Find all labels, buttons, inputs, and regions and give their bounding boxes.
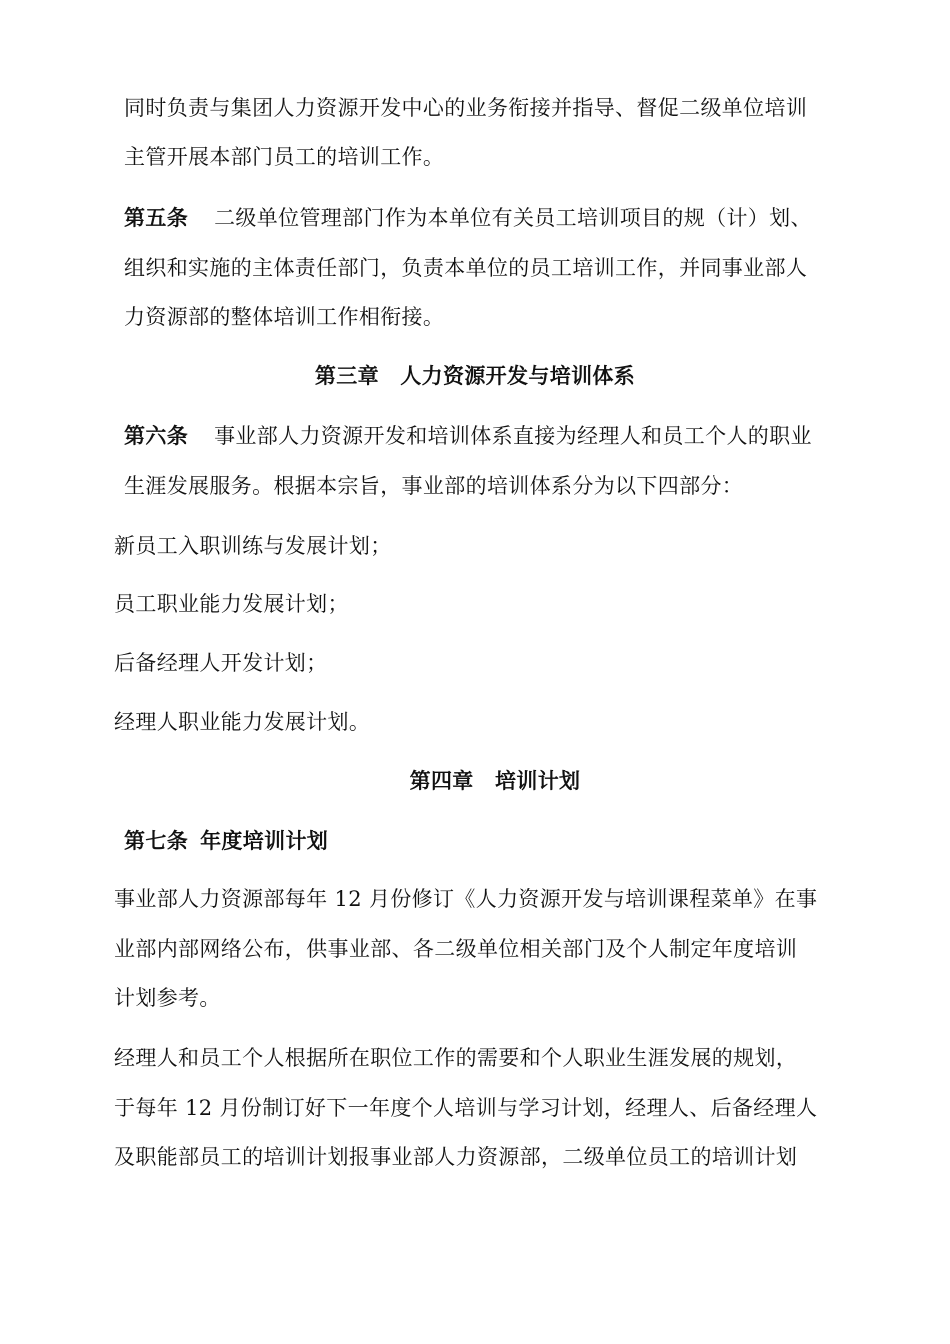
- chapter-3-heading: 第三章 人力资源开发与培训体系: [314, 363, 636, 388]
- paragraph-line: 于每年 12 月份制订好下一年度个人培训与学习计划，经理人、后备经理人: [114, 1096, 818, 1120]
- paragraph-line: 力资源部的整体培训工作相衔接。: [124, 305, 445, 329]
- paragraph-line: 计划参考。: [114, 986, 221, 1010]
- paragraph-line: 经理人和员工个人根据所在职位工作的需要和个人职业生涯发展的规划，: [114, 1046, 798, 1070]
- article-5-text: 二级单位管理部门作为本单位有关员工培训项目的规（计）划、: [214, 206, 812, 230]
- list-item: 员工职业能力发展计划；: [114, 592, 349, 616]
- article-5-line-1: [124, 206, 812, 230]
- paragraph-line: 业部内部网络公布，供事业部、各二级单位相关部门及个人制定年度培训: [114, 937, 798, 961]
- paragraph-line: 主管开展本部门员工的培训工作。: [124, 145, 445, 169]
- article-6-text: 事业部人力资源开发和培训体系直接为经理人和员工个人的职业: [214, 424, 812, 448]
- list-item: 新员工入职训练与发展计划；: [114, 534, 392, 558]
- list-item: 经理人职业能力发展计划。: [114, 710, 371, 734]
- article-7-heading: [124, 829, 328, 853]
- paragraph-line: 事业部人力资源部每年 12 月份修订《人力资源开发与培训课程菜单》在事: [114, 887, 818, 911]
- paragraph-line: 同时负责与集团人力资源开发中心的业务衔接并指导、督促二级单位培训: [124, 96, 808, 120]
- paragraph-line: 组织和实施的主体责任部门，负责本单位的员工培训工作，并同事业部人: [124, 256, 808, 280]
- article-7-label: 第七条: [124, 828, 189, 853]
- paragraph-line: 及职能部员工的培训计划报事业部人力资源部，二级单位员工的培训计划: [114, 1145, 798, 1169]
- article-7-title: 年度培训计划: [200, 828, 329, 853]
- article-6-line-1: [124, 424, 812, 448]
- list-item: 后备经理人开发计划；: [114, 651, 328, 675]
- article-5-label: 第五条: [124, 205, 189, 230]
- article-6-label: 第六条: [124, 423, 189, 448]
- chapter-4-heading: 第四章 培训计划: [409, 768, 581, 793]
- paragraph-line: 生涯发展服务。根据本宗旨，事业部的培训体系分为以下四部分：: [124, 474, 744, 498]
